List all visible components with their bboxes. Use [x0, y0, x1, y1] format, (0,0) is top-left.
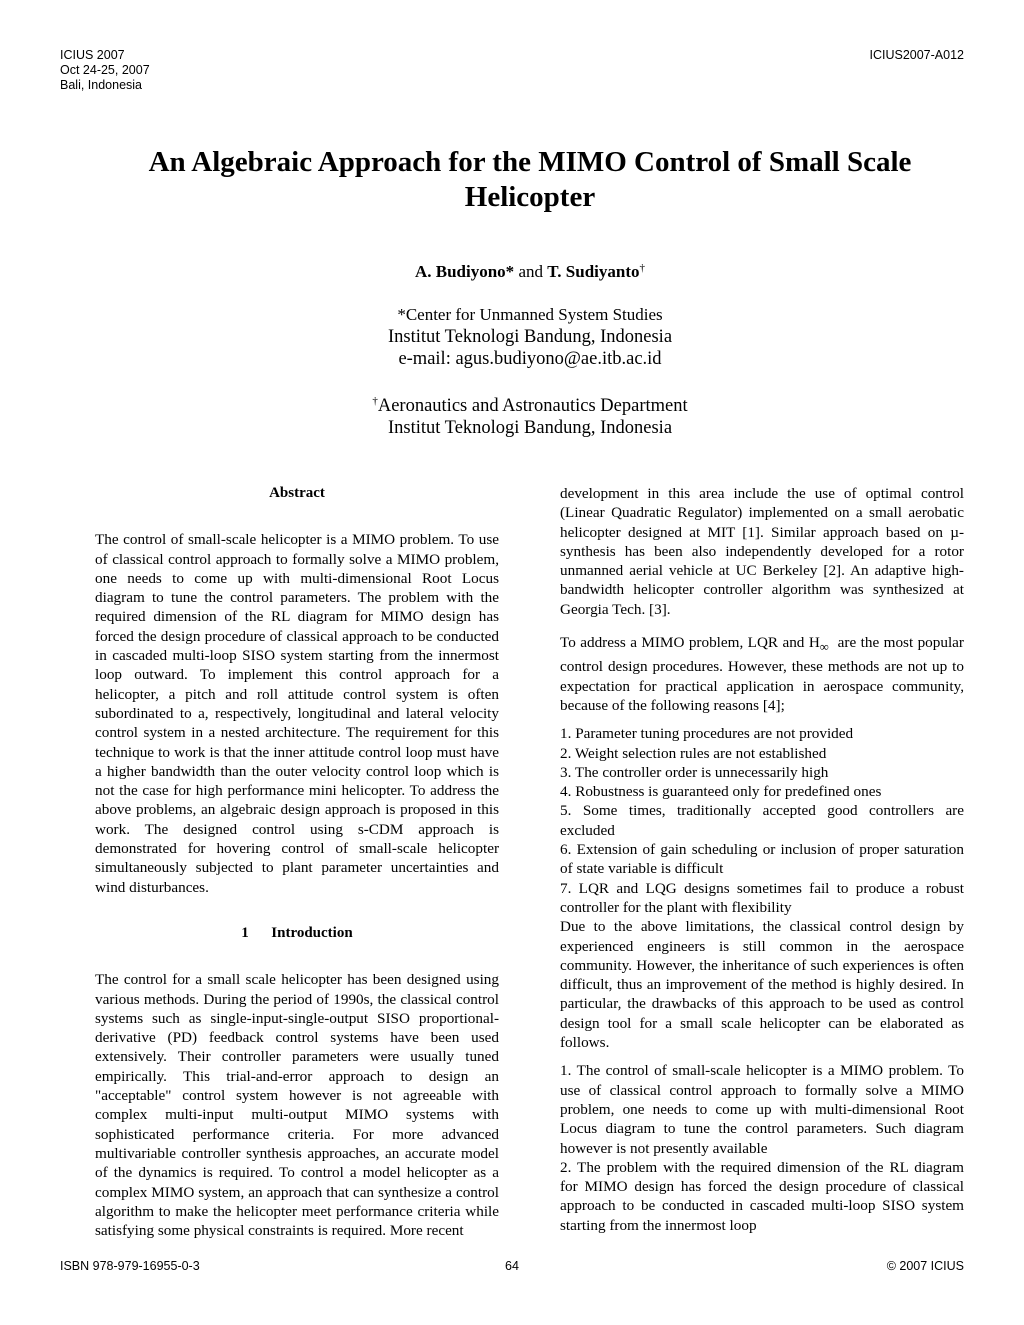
h-infinity-subscript: ∞	[819, 640, 829, 655]
left-column	[95, 484, 499, 1240]
reasons-list	[560, 724, 964, 917]
conference-header	[60, 48, 150, 93]
author-line	[0, 262, 1024, 282]
mimo-paragraph-start: To address a MIMO problem, LQR and H	[560, 634, 820, 652]
affiliation-institute: Institut Teknologi Bandung, Indonesia	[387, 418, 673, 438]
drawbacks-list	[560, 1061, 964, 1235]
introduction-paragraph: The control for a small scale helicopter has been designed using various methods. During the period of 1990s, the classical control systems such as single-input-single-output SISO proportional-derivative (PD) feedback control systems have been used extensively. Their controller parameters were usually tuned empirically. This trial-and-error approach to design an "acceptable" control system however is not agreeable with complex multi-input multi-output MIMO systems with sophisticated performance criteria. For more advanced multivariable controller synthesis approaches, an accurate model of the dynamics is required. To control a model helicopter as a complex MIMO system, an approach that can synthesize a control algorithm to make the helicopter meet performance criteria while satisfying some physical constraints is required. More recent	[95, 971, 499, 1240]
list-item: 6. Extension of gain scheduling or inclusion of proper saturation of state variable is difficult	[560, 841, 964, 878]
author-email: e-mail: agus.budiyono@ae.itb.ac.id	[398, 349, 662, 369]
list-item: 2. The problem with the required dimension of the RL diagram for MIMO design has forced the design procedure of classical approach to be conducted in cascaded multi-loop SISO system starting from the innermost loop	[560, 1158, 964, 1234]
list-item: 7. LQR and LQG designs sometimes fail to produce a robust controller for the plant with flexibility	[560, 879, 964, 916]
limitations-paragraph: Due to the above limitations, the classical control design by experienced engineers is still common in the aerospace community. However, the inheritance of such experiences is often difficult, thus an improvement of the method is highly desired. In particular, the drawbacks of this approach to be used as control design tool for a small scale helicopter can be elaborated as follows.	[560, 918, 964, 1052]
paper-title: An Algebraic Approach for the MIMO Control of Small Scale Helicopter	[148, 146, 912, 213]
isbn: ISBN 978-979-16955-0-3	[60, 1259, 200, 1273]
copyright: © 2007 ICIUS	[886, 1259, 964, 1273]
conference-dates: Oct 24-25, 2007	[60, 63, 150, 77]
abstract-heading: Abstract	[269, 485, 325, 501]
conference-name: ICIUS 2007	[60, 48, 125, 62]
list-item: 5. Some times, traditionally accepted good controllers are excluded	[560, 802, 964, 839]
list-item: 1. Parameter tuning procedures are not provided	[560, 725, 854, 743]
list-item: 4. Robustness is guaranteed only for predefined ones	[560, 783, 882, 801]
introduction-paragraph-continued: development in this area include the use of optimal control (Linear Quadratic Regulator) implemented on a small aerobatic helicopter designed at MIT [1]. Similar approach based on µ-synthesis has been also independently developed for a rotor unmanned aerial vehicle at UC Berkeley [2]. An adaptive high-bandwidth helicopter controller algorithm was synthesized at Georgia Tech. [3].	[560, 485, 964, 618]
dagger-mark: †	[372, 395, 378, 407]
abstract-text: The control of small-scale helicopter is a MIMO problem. To use of classical control approach to formally solve a MIMO problem, one needs to come up with multi-dimensional Root Locus diagram to tune the control parameters. The problem with the required dimension of the RL diagram for MIMO design has forced the design procedure of classical approach to be conducted in cascaded multi-loop SISO system starting from the innermost loop outward. To implement this control approach for a helicopter, a pitch and roll attitude control system is often subordinated to a, respectively, longitudinal and lateral velocity control system in a nested architecture. The requirement for this technique to work is that the inner attitude control loop must have a higher bandwidth than the outer velocity control loop which is not the case for high performance mini helicopter. To address the above problems, an algebraic design approach is proposed in this work. The designed control using s-CDM approach is demonstrated for hovering control of small-scale helicopter simultaneously subjected to plant parameter uncertainties and wind disturbances.	[95, 531, 499, 896]
introduction-heading: 1 Introduction	[241, 924, 353, 941]
right-column	[560, 484, 968, 1235]
author-2: T. Sudiyanto	[547, 262, 640, 281]
affiliation-institute: Institut Teknologi Bandung, Indonesia	[387, 327, 673, 347]
affiliation-1	[0, 304, 1024, 370]
dagger-mark: †	[639, 262, 646, 274]
affiliation-department: Aeronautics and Astronautics Department	[377, 396, 688, 416]
page-number: 64	[505, 1259, 519, 1273]
paper-id: ICIUS2007-A012	[869, 48, 964, 62]
affiliation-center: *Center for Unmanned System Studies	[397, 305, 663, 324]
mimo-paragraph	[560, 633, 968, 715]
author-1: A. Budiyono*	[414, 262, 515, 281]
list-item: 2. Weight selection rules are not established	[560, 744, 827, 762]
affiliation-2	[0, 395, 1024, 439]
author-conjunction: and	[518, 262, 543, 281]
conference-location: Bali, Indonesia	[60, 78, 143, 92]
list-item: 3. The controller order is unnecessarily high	[560, 763, 829, 781]
list-item: 1. The control of small-scale helicopter is a MIMO problem. To use of classical control approach to formally solve a MIMO problem, one needs to come up with multi-dimensional Root Locus diagram to tune the control parameters. Such diagram however is not presently available	[560, 1062, 964, 1157]
mimo-paragraph-end: are the most popular control design procedures. However, these methods are not up to expectation for practical application in aerospace community, because of the following reasons [4];	[560, 634, 968, 714]
